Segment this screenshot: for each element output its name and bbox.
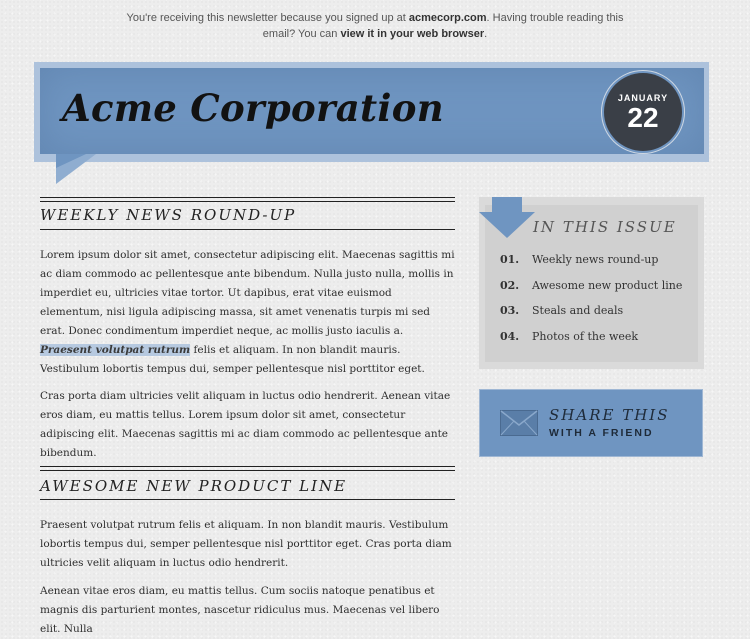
brand-title: Acme Corporation bbox=[62, 86, 444, 130]
share-title: SHARE THIS bbox=[549, 406, 670, 424]
share-with-friend-button[interactable] bbox=[479, 389, 703, 457]
product-paragraph-1: Praesent volutpat rutrum felis et aliquam. In non blandit mauris. Vestibulum lobortis tempus dui, semper pellentesque nisl porttitor eget. Cras porta diam ultricies velit aliquam in luctus odio hendrerit. bbox=[40, 519, 452, 569]
issue-label: Weekly news round-up bbox=[532, 253, 659, 266]
preheader-domain-link[interactable]: acmecorp.com bbox=[408, 12, 487, 24]
issue-number: 04. bbox=[500, 329, 520, 343]
issue-item-weekly[interactable] bbox=[500, 253, 700, 279]
issue-number: 03. bbox=[500, 304, 520, 317]
issue-label: Steals and deals bbox=[532, 304, 624, 317]
preheader bbox=[110, 10, 640, 42]
date-day: 22 bbox=[627, 102, 659, 133]
down-arrow-icon-head bbox=[479, 212, 535, 238]
issue-item-deals[interactable] bbox=[500, 304, 700, 330]
preheader-text-start: You're receiving this newsletter because you signed up at bbox=[126, 12, 409, 24]
date-badge bbox=[604, 73, 682, 151]
issue-number: 01. bbox=[500, 253, 520, 266]
section-title-product: AWESOME NEW PRODUCT LINE bbox=[40, 477, 348, 495]
issue-label: Awesome new product line bbox=[532, 278, 683, 292]
envelope-icon bbox=[500, 410, 538, 436]
section-rule bbox=[40, 229, 455, 230]
section-title-weekly: WEEKLY NEWS ROUND-UP bbox=[40, 206, 297, 224]
date-month: JANUARY bbox=[617, 93, 669, 103]
section-rule-double bbox=[40, 466, 455, 471]
issue-item-product[interactable] bbox=[500, 279, 700, 305]
product-paragraph-2: Aenean vitae eros diam, eu mattis tellus. Cum sociis natoque penatibus et magnis dis parturient montes, nascetur ridiculus mus. Maecenas vel libero elit. Nulla bbox=[40, 585, 440, 635]
section-rule bbox=[40, 499, 455, 500]
issue-list bbox=[500, 253, 700, 355]
down-arrow-icon bbox=[492, 197, 522, 213]
issue-label: Photos of the week bbox=[532, 329, 639, 343]
weekly-p1-rest: felis et aliquam. In non blandit mauris. Vestibulum lobortis tempus dui, semper pellentesque nisl porttitor eget. bbox=[40, 344, 425, 375]
weekly-p1-text: Lorem ipsum dolor sit amet, consectetur adipiscing elit. Maecenas sagittis mi ac diam commodo ac pellentesque ante bibendum. Nulla justo nulla, mollis in imperdiet eu, ultricies vitae tortor. Ut dapibus, erat vitae euismod elementum, nisi ligula adipiscing massa, sit amet venenatis turpis mi sed erat. Donec condimentum imperdiet neque, ac mollis justo iaculis a. bbox=[40, 249, 455, 337]
issue-number: 02. bbox=[500, 278, 520, 292]
banner-tail bbox=[56, 154, 86, 168]
share-subtitle: WITH A FRIEND bbox=[549, 427, 654, 439]
preheader-text-mid: . Having trouble reading this email? You can bbox=[262, 12, 624, 40]
in-this-issue-title: IN THIS ISSUE bbox=[533, 218, 677, 236]
section-rule-double bbox=[40, 197, 455, 202]
view-in-browser-link[interactable]: view it in your web browser bbox=[340, 28, 485, 40]
preheader-text-end: . bbox=[484, 28, 488, 40]
weekly-paragraph-1 bbox=[40, 246, 455, 379]
weekly-paragraph-2: Cras porta diam ultricies velit aliquam in luctus odio hendrerit. Aenean vitae eros diam, eu mattis tellus. Lorem ipsum dolor sit amet, consectetur adipiscing elit. Maecenas sagittis mi ac diam commodo ac pellentesque ante bibendum. bbox=[40, 390, 451, 459]
highlighted-text: Praesent volutpat rutrum bbox=[40, 344, 191, 356]
issue-item-photos[interactable] bbox=[500, 330, 700, 356]
